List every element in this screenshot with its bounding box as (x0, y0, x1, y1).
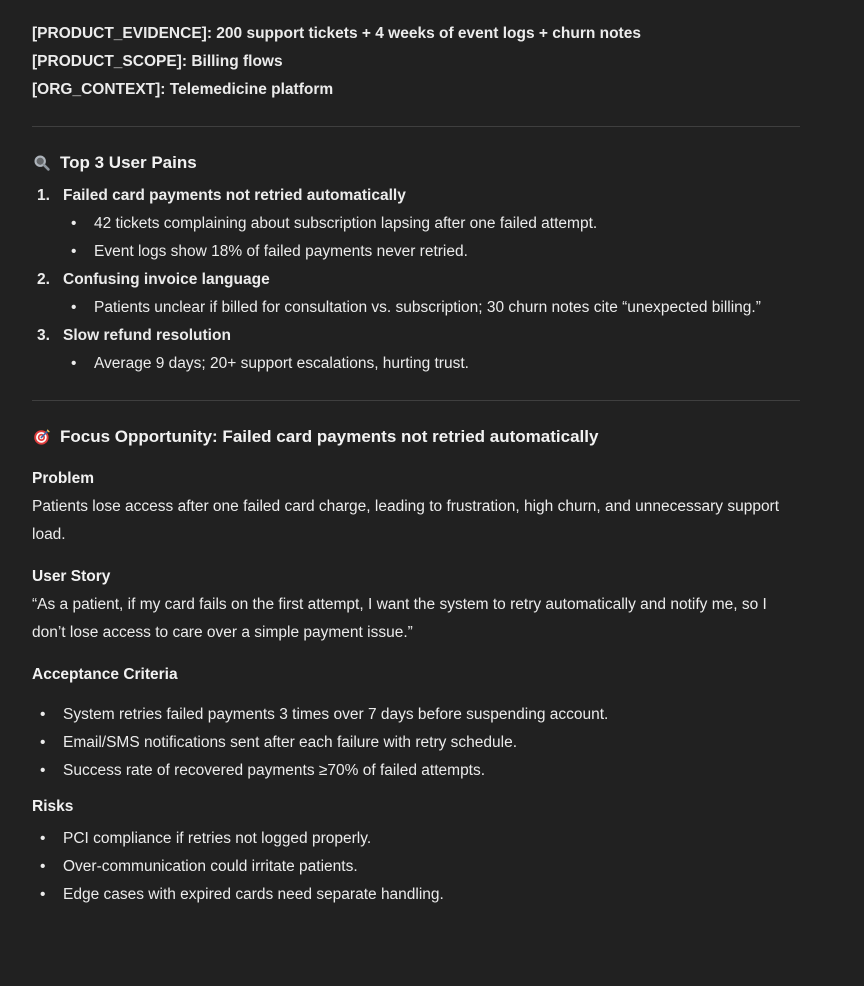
product-evidence-line: [PRODUCT_EVIDENCE]: 200 support tickets + 4 weeks of event logs + churn notes (32, 25, 641, 42)
pain-item (32, 182, 800, 266)
user-pains-heading-text: Top 3 User Pains (60, 153, 197, 172)
list-item-text: System retries failed payments 3 times over 7 days before suspending account. (63, 706, 609, 723)
list-item-text: Over-communication could irritate patients. (63, 858, 358, 875)
pain-title: Confusing invoice language (63, 271, 270, 288)
list-item (32, 757, 800, 785)
product-scope-line: [PRODUCT_SCOPE]: Billing flows (32, 53, 283, 70)
list-item (32, 825, 800, 853)
section-divider (32, 126, 800, 127)
list-item (32, 729, 800, 757)
pain-number: 1. (37, 187, 50, 204)
pain-bullet-text: Patients unclear if billed for consultation vs. subscription; 30 churn notes cite “unexpected billing.” (94, 299, 761, 316)
problem-text: Patients lose access after one failed card charge, leading to frustration, high churn, and unnecessary support load. (32, 498, 780, 543)
pain-bullet (63, 210, 800, 238)
pain-bullet-text: 42 tickets complaining about subscription lapsing after one failed attempt. (94, 215, 598, 232)
pain-number: 3. (37, 327, 50, 344)
acceptance-criteria-heading: Acceptance Criteria (32, 666, 178, 683)
bullet-marker: • (40, 706, 46, 723)
pain-item (32, 266, 800, 322)
list-item (32, 881, 800, 909)
risks-list (32, 825, 800, 909)
magnifier-icon (32, 153, 52, 173)
org-context-line: [ORG_CONTEXT]: Telemedicine platform (32, 81, 334, 98)
bullet-marker: • (40, 734, 46, 751)
bullet-marker: • (40, 858, 46, 875)
pain-item (32, 322, 800, 378)
pain-bullet (63, 238, 800, 266)
target-icon (32, 427, 52, 447)
pain-title: Failed card payments not retried automatically (63, 187, 406, 204)
bullet-marker: • (71, 299, 77, 316)
user-story-heading: User Story (32, 568, 111, 585)
list-item (32, 701, 800, 729)
list-item-text: Email/SMS notifications sent after each failure with retry schedule. (63, 734, 518, 751)
pain-number: 2. (37, 271, 50, 288)
focus-opportunity-section (32, 423, 800, 909)
pain-bullet-text: Event logs show 18% of failed payments never retried. (94, 243, 468, 260)
section-divider (32, 400, 800, 401)
bullet-marker: • (40, 762, 46, 779)
pain-bullet (63, 350, 800, 378)
problem-heading: Problem (32, 470, 95, 487)
pain-bullet (63, 294, 800, 322)
user-pains-heading (32, 149, 800, 177)
bullet-marker: • (71, 243, 77, 260)
list-item-text: PCI compliance if retries not logged properly. (63, 830, 372, 847)
context-header (32, 20, 800, 104)
bullet-marker: • (40, 886, 46, 903)
pain-title: Slow refund resolution (63, 327, 231, 344)
pain-bullet-text: Average 9 days; 20+ support escalations, hurting trust. (94, 355, 469, 372)
focus-opportunity-heading (32, 423, 800, 451)
list-item-text: Edge cases with expired cards need separate handling. (63, 886, 444, 903)
risks-heading: Risks (32, 798, 74, 815)
list-item (32, 853, 800, 881)
focus-opportunity-heading-text: Focus Opportunity: Failed card payments not retried automatically (60, 427, 599, 446)
user-story-text: “As a patient, if my card fails on the first attempt, I want the system to retry automatically and notify me, so I don’t lose access to care over a simple payment issue.” (32, 596, 767, 641)
acceptance-criteria-list (32, 701, 800, 785)
bullet-marker: • (71, 355, 77, 372)
user-pains-section (32, 149, 800, 378)
bullet-marker: • (71, 215, 77, 232)
bullet-marker: • (40, 830, 46, 847)
list-item-text: Success rate of recovered payments ≥70% of failed attempts. (63, 762, 486, 779)
user-pains-list (32, 182, 800, 378)
